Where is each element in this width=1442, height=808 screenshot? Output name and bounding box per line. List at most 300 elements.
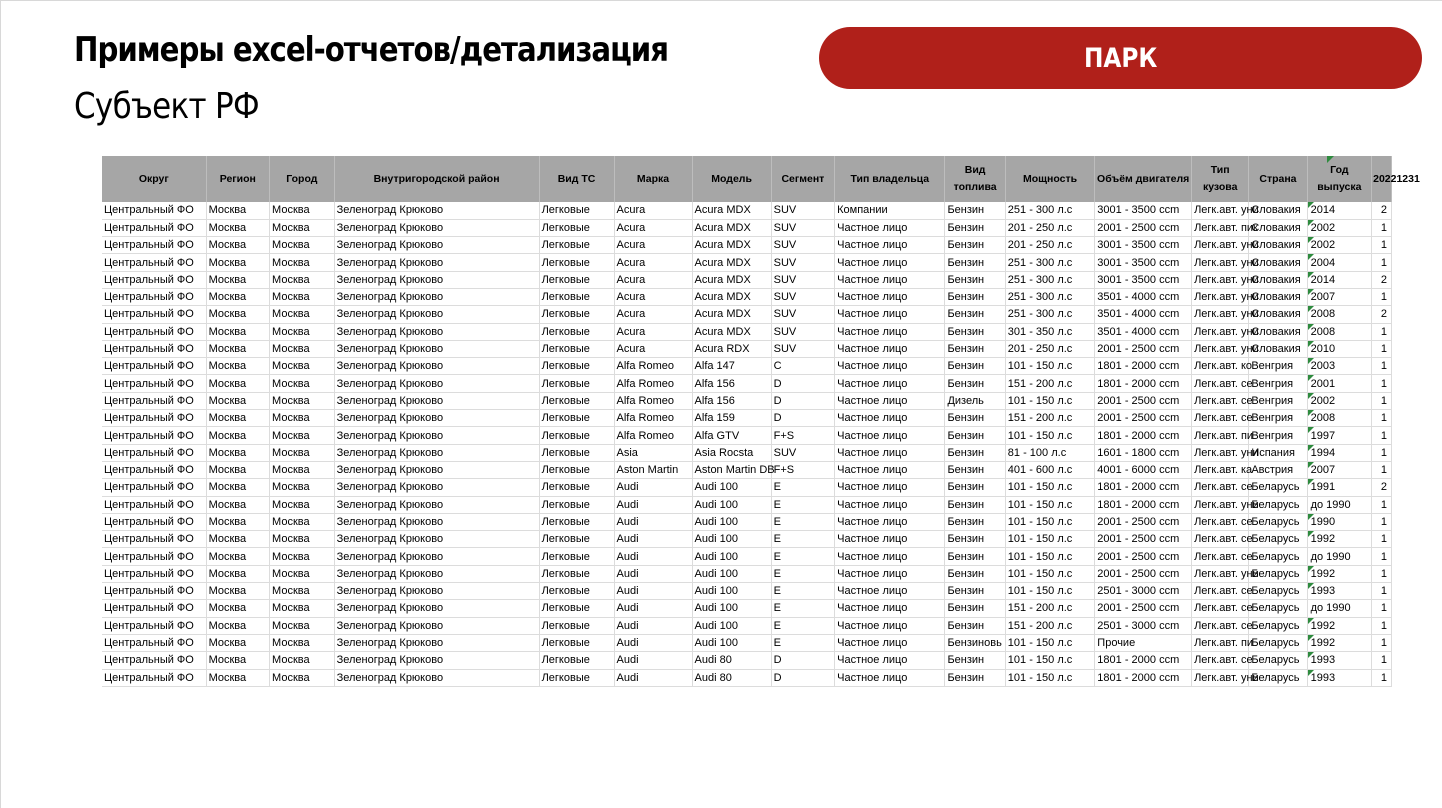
cell-fuel[interactable]: Бензин (945, 427, 1005, 444)
cell-power[interactable]: 251 - 300 л.с (1005, 271, 1095, 288)
table-row[interactable] (102, 617, 1392, 634)
cell-district[interactable]: Зеленоград Крюково (334, 427, 539, 444)
cell-owner-type[interactable]: Частное лицо (835, 669, 945, 686)
cell-engine-volume[interactable]: 2001 - 2500 ccm (1095, 600, 1192, 617)
cell-engine-volume[interactable]: 3001 - 3500 ccm (1095, 254, 1192, 271)
cell-region[interactable]: Москва (206, 358, 269, 375)
cell-region[interactable]: Москва (206, 531, 269, 548)
cell-power[interactable]: 101 - 150 л.с (1005, 634, 1095, 651)
cell-segment[interactable]: SUV (771, 254, 834, 271)
table-row[interactable] (102, 288, 1392, 305)
cell-brand[interactable]: Aston Martin (614, 461, 692, 478)
cell-country[interactable]: Словакия (1249, 254, 1307, 271)
cell-count[interactable]: 1 (1372, 652, 1392, 669)
cell-okrug[interactable]: Центральный ФО (102, 496, 206, 513)
cell-model[interactable]: Acura RDX (692, 340, 771, 357)
cell-fuel[interactable]: Бензин (945, 288, 1005, 305)
cell-country[interactable]: Беларусь (1249, 669, 1307, 686)
cell-region[interactable]: Москва (206, 323, 269, 340)
table-row[interactable] (102, 531, 1392, 548)
cell-fuel[interactable]: Бензин (945, 323, 1005, 340)
cell-owner-type[interactable]: Частное лицо (835, 410, 945, 427)
cell-brand[interactable]: Audi (614, 669, 692, 686)
cell-engine-volume[interactable]: 1801 - 2000 ccm (1095, 358, 1192, 375)
cell-year[interactable]: 2014 (1307, 202, 1372, 219)
table-row[interactable] (102, 583, 1392, 600)
cell-owner-type[interactable]: Частное лицо (835, 427, 945, 444)
cell-engine-volume[interactable]: 1801 - 2000 ccm (1095, 375, 1192, 392)
cell-power[interactable]: 101 - 150 л.с (1005, 427, 1095, 444)
cell-body-type[interactable]: Легк.авт. се (1192, 617, 1249, 634)
cell-body-type[interactable]: Легк.авт. се (1192, 600, 1249, 617)
cell-vehicle-type[interactable]: Легковые (539, 340, 614, 357)
cell-district[interactable]: Зеленоград Крюково (334, 583, 539, 600)
cell-district[interactable]: Зеленоград Крюково (334, 306, 539, 323)
cell-segment[interactable]: SUV (771, 323, 834, 340)
cell-owner-type[interactable]: Компании (835, 202, 945, 219)
cell-okrug[interactable]: Центральный ФО (102, 479, 206, 496)
cell-body-type[interactable]: Легк.авт. се (1192, 375, 1249, 392)
cell-okrug[interactable]: Центральный ФО (102, 237, 206, 254)
cell-okrug[interactable]: Центральный ФО (102, 358, 206, 375)
cell-district[interactable]: Зеленоград Крюково (334, 237, 539, 254)
cell-country[interactable]: Беларусь (1249, 513, 1307, 530)
cell-power[interactable]: 251 - 300 л.с (1005, 306, 1095, 323)
cell-brand[interactable]: Alfa Romeo (614, 427, 692, 444)
cell-okrug[interactable]: Центральный ФО (102, 340, 206, 357)
cell-owner-type[interactable]: Частное лицо (835, 237, 945, 254)
cell-okrug[interactable]: Центральный ФО (102, 271, 206, 288)
cell-model[interactable]: Audi 100 (692, 634, 771, 651)
cell-brand[interactable]: Audi (614, 634, 692, 651)
cell-owner-type[interactable]: Частное лицо (835, 358, 945, 375)
cell-district[interactable]: Зеленоград Крюково (334, 531, 539, 548)
cell-country[interactable]: Словакия (1249, 237, 1307, 254)
table-row[interactable] (102, 202, 1392, 219)
cell-model[interactable]: Acura MDX (692, 288, 771, 305)
cell-power[interactable]: 101 - 150 л.с (1005, 479, 1095, 496)
cell-engine-volume[interactable]: 4001 - 6000 ccm (1095, 461, 1192, 478)
cell-region[interactable]: Москва (206, 617, 269, 634)
column-header-region[interactable]: Регион (206, 156, 269, 202)
table-row[interactable] (102, 375, 1392, 392)
cell-power[interactable]: 101 - 150 л.с (1005, 392, 1095, 409)
cell-vehicle-type[interactable]: Легковые (539, 565, 614, 582)
column-header-power[interactable]: Мощность (1005, 156, 1095, 202)
cell-city[interactable]: Москва (270, 565, 335, 582)
column-header-count[interactable]: 20221231 (1372, 156, 1392, 202)
cell-brand[interactable]: Alfa Romeo (614, 410, 692, 427)
cell-power[interactable]: 251 - 300 л.с (1005, 254, 1095, 271)
cell-brand[interactable]: Asia (614, 444, 692, 461)
cell-segment[interactable]: SUV (771, 340, 834, 357)
column-header-year[interactable]: Год выпуска (1307, 156, 1372, 202)
cell-owner-type[interactable]: Частное лицо (835, 323, 945, 340)
cell-vehicle-type[interactable]: Легковые (539, 219, 614, 236)
cell-segment[interactable]: SUV (771, 219, 834, 236)
cell-fuel[interactable]: Бензин (945, 548, 1005, 565)
cell-year[interactable]: 2007 (1307, 288, 1372, 305)
table-row[interactable] (102, 358, 1392, 375)
cell-vehicle-type[interactable]: Легковые (539, 392, 614, 409)
cell-model[interactable]: Acura MDX (692, 306, 771, 323)
cell-segment[interactable]: F+S (771, 461, 834, 478)
cell-engine-volume[interactable]: 1801 - 2000 ccm (1095, 427, 1192, 444)
cell-power[interactable]: 251 - 300 л.с (1005, 288, 1095, 305)
cell-owner-type[interactable]: Частное лицо (835, 513, 945, 530)
cell-fuel[interactable]: Бензин (945, 513, 1005, 530)
cell-power[interactable]: 101 - 150 л.с (1005, 531, 1095, 548)
cell-year[interactable]: до 1990 (1307, 600, 1372, 617)
cell-count[interactable]: 2 (1372, 306, 1392, 323)
cell-city[interactable]: Москва (270, 600, 335, 617)
cell-owner-type[interactable]: Частное лицо (835, 444, 945, 461)
cell-body-type[interactable]: Легк.авт. се (1192, 531, 1249, 548)
cell-body-type[interactable]: Легк.авт. се (1192, 479, 1249, 496)
cell-segment[interactable]: E (771, 583, 834, 600)
cell-year[interactable]: 2002 (1307, 219, 1372, 236)
cell-power[interactable]: 101 - 150 л.с (1005, 358, 1095, 375)
cell-vehicle-type[interactable]: Легковые (539, 652, 614, 669)
cell-model[interactable]: Acura MDX (692, 323, 771, 340)
cell-year[interactable]: до 1990 (1307, 496, 1372, 513)
cell-okrug[interactable]: Центральный ФО (102, 202, 206, 219)
cell-okrug[interactable]: Центральный ФО (102, 669, 206, 686)
cell-year[interactable]: 2014 (1307, 271, 1372, 288)
cell-okrug[interactable]: Центральный ФО (102, 652, 206, 669)
cell-region[interactable]: Москва (206, 652, 269, 669)
cell-city[interactable]: Москва (270, 219, 335, 236)
cell-district[interactable]: Зеленоград Крюково (334, 410, 539, 427)
table-row[interactable] (102, 669, 1392, 686)
cell-city[interactable]: Москва (270, 461, 335, 478)
cell-year[interactable]: 2002 (1307, 237, 1372, 254)
cell-city[interactable]: Москва (270, 237, 335, 254)
cell-power[interactable]: 151 - 200 л.с (1005, 617, 1095, 634)
cell-segment[interactable]: D (771, 392, 834, 409)
cell-brand[interactable]: Audi (614, 565, 692, 582)
cell-country[interactable]: Испания (1249, 444, 1307, 461)
cell-power[interactable]: 101 - 150 л.с (1005, 669, 1095, 686)
cell-vehicle-type[interactable]: Легковые (539, 254, 614, 271)
cell-fuel[interactable]: Бензин (945, 237, 1005, 254)
cell-segment[interactable]: D (771, 410, 834, 427)
cell-engine-volume[interactable]: 3501 - 4000 ccm (1095, 306, 1192, 323)
cell-count[interactable]: 2 (1372, 479, 1392, 496)
cell-model[interactable]: Audi 100 (692, 565, 771, 582)
cell-count[interactable]: 1 (1372, 531, 1392, 548)
table-row[interactable] (102, 340, 1392, 357)
cell-okrug[interactable]: Центральный ФО (102, 444, 206, 461)
cell-count[interactable]: 1 (1372, 237, 1392, 254)
cell-fuel[interactable]: Бензин (945, 340, 1005, 357)
cell-district[interactable]: Зеленоград Крюково (334, 323, 539, 340)
column-header-district[interactable]: Внутригородской район (334, 156, 539, 202)
cell-count[interactable]: 1 (1372, 323, 1392, 340)
cell-okrug[interactable]: Центральный ФО (102, 531, 206, 548)
cell-vehicle-type[interactable]: Легковые (539, 427, 614, 444)
cell-district[interactable]: Зеленоград Крюково (334, 358, 539, 375)
cell-power[interactable]: 201 - 250 л.с (1005, 237, 1095, 254)
column-header-engine-volume[interactable]: Объём двигателя (1095, 156, 1192, 202)
cell-body-type[interactable]: Легк.авт. уни (1192, 271, 1249, 288)
cell-brand[interactable]: Acura (614, 237, 692, 254)
cell-year[interactable]: 2008 (1307, 410, 1372, 427)
cell-city[interactable]: Москва (270, 669, 335, 686)
cell-okrug[interactable]: Центральный ФО (102, 565, 206, 582)
cell-vehicle-type[interactable]: Легковые (539, 479, 614, 496)
cell-city[interactable]: Москва (270, 323, 335, 340)
cell-model[interactable]: Acura MDX (692, 202, 771, 219)
cell-fuel[interactable]: Бензин (945, 219, 1005, 236)
cell-year[interactable]: 1992 (1307, 531, 1372, 548)
cell-district[interactable]: Зеленоград Крюково (334, 652, 539, 669)
cell-model[interactable]: Alfa 147 (692, 358, 771, 375)
cell-district[interactable]: Зеленоград Крюково (334, 288, 539, 305)
cell-country[interactable]: Беларусь (1249, 600, 1307, 617)
cell-okrug[interactable]: Центральный ФО (102, 219, 206, 236)
cell-model[interactable]: Aston Martin DB (692, 461, 771, 478)
cell-fuel[interactable]: Бензин (945, 565, 1005, 582)
cell-region[interactable]: Москва (206, 219, 269, 236)
cell-engine-volume[interactable]: 3001 - 3500 ccm (1095, 271, 1192, 288)
cell-owner-type[interactable]: Частное лицо (835, 375, 945, 392)
cell-body-type[interactable]: Легк.авт. ко (1192, 358, 1249, 375)
column-header-owner-type[interactable]: Тип владельца (835, 156, 945, 202)
cell-year[interactable]: до 1990 (1307, 548, 1372, 565)
cell-region[interactable]: Москва (206, 496, 269, 513)
cell-body-type[interactable]: Легк.авт. се (1192, 583, 1249, 600)
table-row[interactable] (102, 565, 1392, 582)
cell-count[interactable]: 1 (1372, 410, 1392, 427)
cell-district[interactable]: Зеленоград Крюково (334, 444, 539, 461)
cell-model[interactable]: Audi 100 (692, 531, 771, 548)
cell-body-type[interactable]: Легк.авт. пи (1192, 427, 1249, 444)
cell-count[interactable]: 1 (1372, 392, 1392, 409)
cell-region[interactable]: Москва (206, 288, 269, 305)
cell-engine-volume[interactable]: 3501 - 4000 ccm (1095, 323, 1192, 340)
cell-country[interactable]: Беларусь (1249, 617, 1307, 634)
cell-fuel[interactable]: Бензин (945, 254, 1005, 271)
cell-count[interactable]: 1 (1372, 254, 1392, 271)
cell-power[interactable]: 101 - 150 л.с (1005, 496, 1095, 513)
cell-owner-type[interactable]: Частное лицо (835, 617, 945, 634)
cell-district[interactable]: Зеленоград Крюково (334, 617, 539, 634)
cell-country[interactable]: Беларусь (1249, 652, 1307, 669)
cell-year[interactable]: 1997 (1307, 427, 1372, 444)
cell-engine-volume[interactable]: 2501 - 3000 ccm (1095, 617, 1192, 634)
cell-fuel[interactable]: Бензин (945, 652, 1005, 669)
table-row[interactable] (102, 652, 1392, 669)
cell-region[interactable]: Москва (206, 565, 269, 582)
cell-region[interactable]: Москва (206, 444, 269, 461)
cell-region[interactable]: Москва (206, 306, 269, 323)
cell-owner-type[interactable]: Частное лицо (835, 583, 945, 600)
cell-model[interactable]: Acura MDX (692, 237, 771, 254)
cell-fuel[interactable]: Бензин (945, 600, 1005, 617)
cell-district[interactable]: Зеленоград Крюково (334, 340, 539, 357)
table-row[interactable] (102, 219, 1392, 236)
cell-model[interactable]: Audi 100 (692, 513, 771, 530)
cell-count[interactable]: 2 (1372, 202, 1392, 219)
cell-owner-type[interactable]: Частное лицо (835, 219, 945, 236)
cell-owner-type[interactable]: Частное лицо (835, 652, 945, 669)
cell-year[interactable]: 2007 (1307, 461, 1372, 478)
cell-vehicle-type[interactable]: Легковые (539, 375, 614, 392)
cell-count[interactable]: 1 (1372, 358, 1392, 375)
cell-country[interactable]: Венгрия (1249, 427, 1307, 444)
table-row[interactable] (102, 513, 1392, 530)
cell-city[interactable]: Москва (270, 531, 335, 548)
cell-model[interactable]: Alfa 159 (692, 410, 771, 427)
cell-owner-type[interactable]: Частное лицо (835, 600, 945, 617)
cell-vehicle-type[interactable]: Легковые (539, 237, 614, 254)
cell-power[interactable]: 301 - 350 л.с (1005, 323, 1095, 340)
cell-engine-volume[interactable]: 2501 - 3000 ccm (1095, 583, 1192, 600)
cell-body-type[interactable]: Легк.авт. уни (1192, 340, 1249, 357)
cell-brand[interactable]: Acura (614, 288, 692, 305)
cell-district[interactable]: Зеленоград Крюково (334, 548, 539, 565)
cell-city[interactable]: Москва (270, 202, 335, 219)
cell-model[interactable]: Audi 100 (692, 583, 771, 600)
cell-owner-type[interactable]: Частное лицо (835, 461, 945, 478)
cell-region[interactable]: Москва (206, 392, 269, 409)
cell-count[interactable]: 1 (1372, 288, 1392, 305)
cell-model[interactable]: Acura MDX (692, 271, 771, 288)
cell-brand[interactable]: Acura (614, 271, 692, 288)
cell-fuel[interactable]: Бензин (945, 375, 1005, 392)
cell-power[interactable]: 151 - 200 л.с (1005, 375, 1095, 392)
cell-model[interactable]: Audi 100 (692, 617, 771, 634)
cell-vehicle-type[interactable]: Легковые (539, 202, 614, 219)
cell-year[interactable]: 2010 (1307, 340, 1372, 357)
column-header-fuel[interactable]: Вид топлива (945, 156, 1005, 202)
cell-engine-volume[interactable]: Прочие (1095, 634, 1192, 651)
cell-count[interactable]: 1 (1372, 427, 1392, 444)
cell-brand[interactable]: Alfa Romeo (614, 358, 692, 375)
cell-brand[interactable]: Alfa Romeo (614, 392, 692, 409)
cell-year[interactable]: 1992 (1307, 565, 1372, 582)
cell-country[interactable]: Венгрия (1249, 375, 1307, 392)
cell-brand[interactable]: Alfa Romeo (614, 375, 692, 392)
column-header-segment[interactable]: Сегмент (771, 156, 834, 202)
cell-brand[interactable]: Audi (614, 479, 692, 496)
cell-city[interactable]: Москва (270, 288, 335, 305)
cell-region[interactable]: Москва (206, 237, 269, 254)
cell-model[interactable]: Asia Rocsta (692, 444, 771, 461)
cell-model[interactable]: Acura MDX (692, 254, 771, 271)
table-row[interactable] (102, 496, 1392, 513)
cell-okrug[interactable]: Центральный ФО (102, 392, 206, 409)
cell-count[interactable]: 1 (1372, 340, 1392, 357)
cell-vehicle-type[interactable]: Легковые (539, 617, 614, 634)
cell-region[interactable]: Москва (206, 271, 269, 288)
cell-year[interactable]: 1990 (1307, 513, 1372, 530)
cell-segment[interactable]: SUV (771, 271, 834, 288)
cell-count[interactable]: 1 (1372, 669, 1392, 686)
cell-okrug[interactable]: Центральный ФО (102, 254, 206, 271)
cell-body-type[interactable]: Легк.авт. уни (1192, 306, 1249, 323)
column-header-city[interactable]: Город (270, 156, 335, 202)
table-row[interactable] (102, 392, 1392, 409)
cell-country[interactable]: Беларусь (1249, 531, 1307, 548)
cell-district[interactable]: Зеленоград Крюково (334, 271, 539, 288)
cell-engine-volume[interactable]: 3001 - 3500 ccm (1095, 237, 1192, 254)
cell-model[interactable]: Audi 100 (692, 600, 771, 617)
cell-fuel[interactable]: Дизель (945, 392, 1005, 409)
cell-model[interactable]: Audi 80 (692, 669, 771, 686)
cell-country[interactable]: Беларусь (1249, 565, 1307, 582)
cell-year[interactable]: 1993 (1307, 669, 1372, 686)
cell-power[interactable]: 251 - 300 л.с (1005, 202, 1095, 219)
cell-vehicle-type[interactable]: Легковые (539, 461, 614, 478)
cell-vehicle-type[interactable]: Легковые (539, 306, 614, 323)
cell-region[interactable]: Москва (206, 669, 269, 686)
cell-vehicle-type[interactable]: Легковые (539, 288, 614, 305)
cell-city[interactable]: Москва (270, 340, 335, 357)
cell-fuel[interactable]: Бензин (945, 271, 1005, 288)
cell-owner-type[interactable]: Частное лицо (835, 254, 945, 271)
cell-country[interactable]: Австрия (1249, 461, 1307, 478)
cell-fuel[interactable]: Бензин (945, 202, 1005, 219)
cell-segment[interactable]: E (771, 634, 834, 651)
cell-region[interactable]: Москва (206, 634, 269, 651)
table-row[interactable] (102, 479, 1392, 496)
cell-count[interactable]: 1 (1372, 600, 1392, 617)
cell-region[interactable]: Москва (206, 513, 269, 530)
cell-owner-type[interactable]: Частное лицо (835, 548, 945, 565)
column-header-body-type[interactable]: Тип кузова (1192, 156, 1249, 202)
cell-vehicle-type[interactable]: Легковые (539, 583, 614, 600)
cell-region[interactable]: Москва (206, 583, 269, 600)
cell-engine-volume[interactable]: 2001 - 2500 ccm (1095, 548, 1192, 565)
cell-vehicle-type[interactable]: Легковые (539, 271, 614, 288)
cell-model[interactable]: Acura MDX (692, 219, 771, 236)
cell-district[interactable]: Зеленоград Крюково (334, 634, 539, 651)
table-row[interactable] (102, 323, 1392, 340)
cell-year[interactable]: 1994 (1307, 444, 1372, 461)
cell-count[interactable]: 1 (1372, 444, 1392, 461)
cell-city[interactable]: Москва (270, 634, 335, 651)
cell-city[interactable]: Москва (270, 254, 335, 271)
cell-year[interactable]: 2001 (1307, 375, 1372, 392)
cell-okrug[interactable]: Центральный ФО (102, 617, 206, 634)
cell-country[interactable]: Словакия (1249, 288, 1307, 305)
cell-power[interactable]: 201 - 250 л.с (1005, 340, 1095, 357)
cell-count[interactable]: 1 (1372, 548, 1392, 565)
cell-brand[interactable]: Audi (614, 600, 692, 617)
cell-body-type[interactable]: Легк.авт. уни (1192, 237, 1249, 254)
cell-region[interactable]: Москва (206, 254, 269, 271)
cell-okrug[interactable]: Центральный ФО (102, 513, 206, 530)
cell-country[interactable]: Беларусь (1249, 548, 1307, 565)
cell-engine-volume[interactable]: 2001 - 2500 ccm (1095, 410, 1192, 427)
cell-body-type[interactable]: Легк.авт. се (1192, 513, 1249, 530)
cell-power[interactable]: 151 - 200 л.с (1005, 600, 1095, 617)
column-header-okrug[interactable]: Округ (102, 156, 206, 202)
cell-model[interactable]: Audi 100 (692, 479, 771, 496)
cell-year[interactable]: 1992 (1307, 634, 1372, 651)
column-header-model[interactable]: Модель (692, 156, 771, 202)
cell-engine-volume[interactable]: 1601 - 1800 ccm (1095, 444, 1192, 461)
cell-count[interactable]: 1 (1372, 496, 1392, 513)
cell-power[interactable]: 201 - 250 л.с (1005, 219, 1095, 236)
cell-brand[interactable]: Acura (614, 323, 692, 340)
cell-count[interactable]: 2 (1372, 271, 1392, 288)
cell-country[interactable]: Словакия (1249, 202, 1307, 219)
cell-engine-volume[interactable]: 2001 - 2500 ccm (1095, 219, 1192, 236)
cell-segment[interactable]: SUV (771, 288, 834, 305)
